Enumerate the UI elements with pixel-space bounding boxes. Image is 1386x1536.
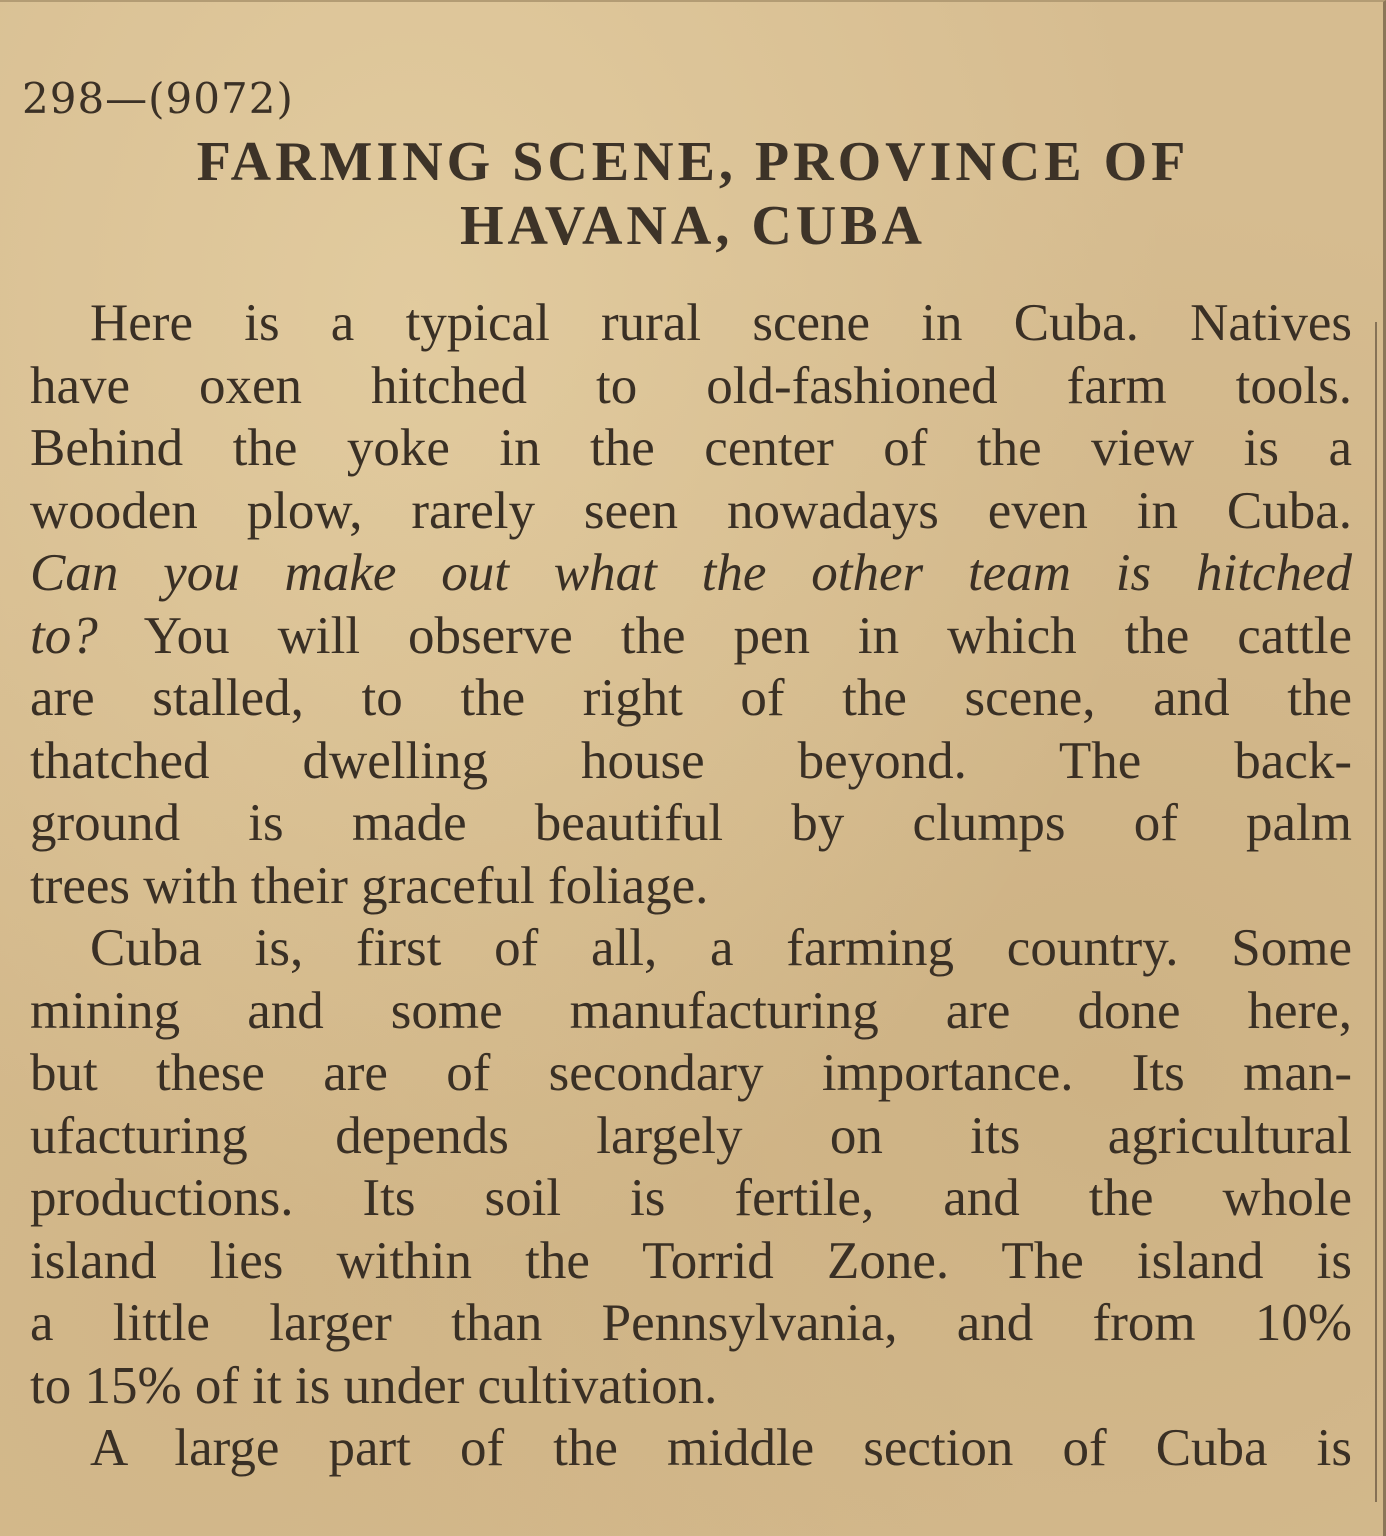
text-line: Here is a typical rural scene in Cuba. Natives — [90, 294, 1352, 352]
text-line: to 15% of it is under cultivation. — [30, 1356, 718, 1415]
card-edge-line — [1375, 322, 1377, 1502]
text-line — [30, 605, 1352, 668]
text-line: mining and some manufacturing are done here, — [30, 981, 1352, 1040]
text-line: Cuba is, first of all, a farming country. Some — [90, 919, 1352, 977]
question-line: Can you make out what the other team is hitched — [30, 544, 1352, 602]
text-line: Behind the yoke in the center of the view is a — [30, 419, 1352, 477]
text-line: wooden plow, rarely seen nowadays even in Cuba. — [30, 481, 1352, 540]
text-line: are stalled, to the right of the scene, and the — [30, 669, 1352, 727]
text-line: thatched dwelling house beyond. The back- — [30, 731, 1352, 790]
question-end: to? — [30, 606, 98, 665]
text-line: ufacturing depends largely on its agricultural — [30, 1106, 1352, 1165]
text-line: island lies within the Torrid Zone. The island is — [30, 1231, 1352, 1290]
text-line: trees with their graceful foliage. — [30, 856, 709, 915]
text-line: ground is made beautiful by clumps of palm — [30, 794, 1352, 852]
text-line: a little larger than Pennsylvania, and from 10% — [30, 1294, 1352, 1352]
text-line: productions. Its soil is fertile, and the whole — [30, 1169, 1352, 1227]
text-line: but these are of secondary importance. Its man- — [30, 1044, 1352, 1102]
title-line: FARMING SCENE, PROVINCE OF — [196, 131, 1190, 193]
text-line: have oxen hitched to old-fashioned farm tools. — [30, 356, 1352, 415]
card-serial-number: 298—(9072) — [22, 74, 294, 123]
text-line: A large part of the middle section of Cuba is — [90, 1419, 1352, 1477]
text-line-rest: You will observe the pen in which the cattle — [97, 606, 1352, 665]
title-line: HAVANA, CUBA — [459, 195, 926, 257]
card-body-text — [30, 292, 1352, 1480]
card-title — [0, 130, 1386, 258]
